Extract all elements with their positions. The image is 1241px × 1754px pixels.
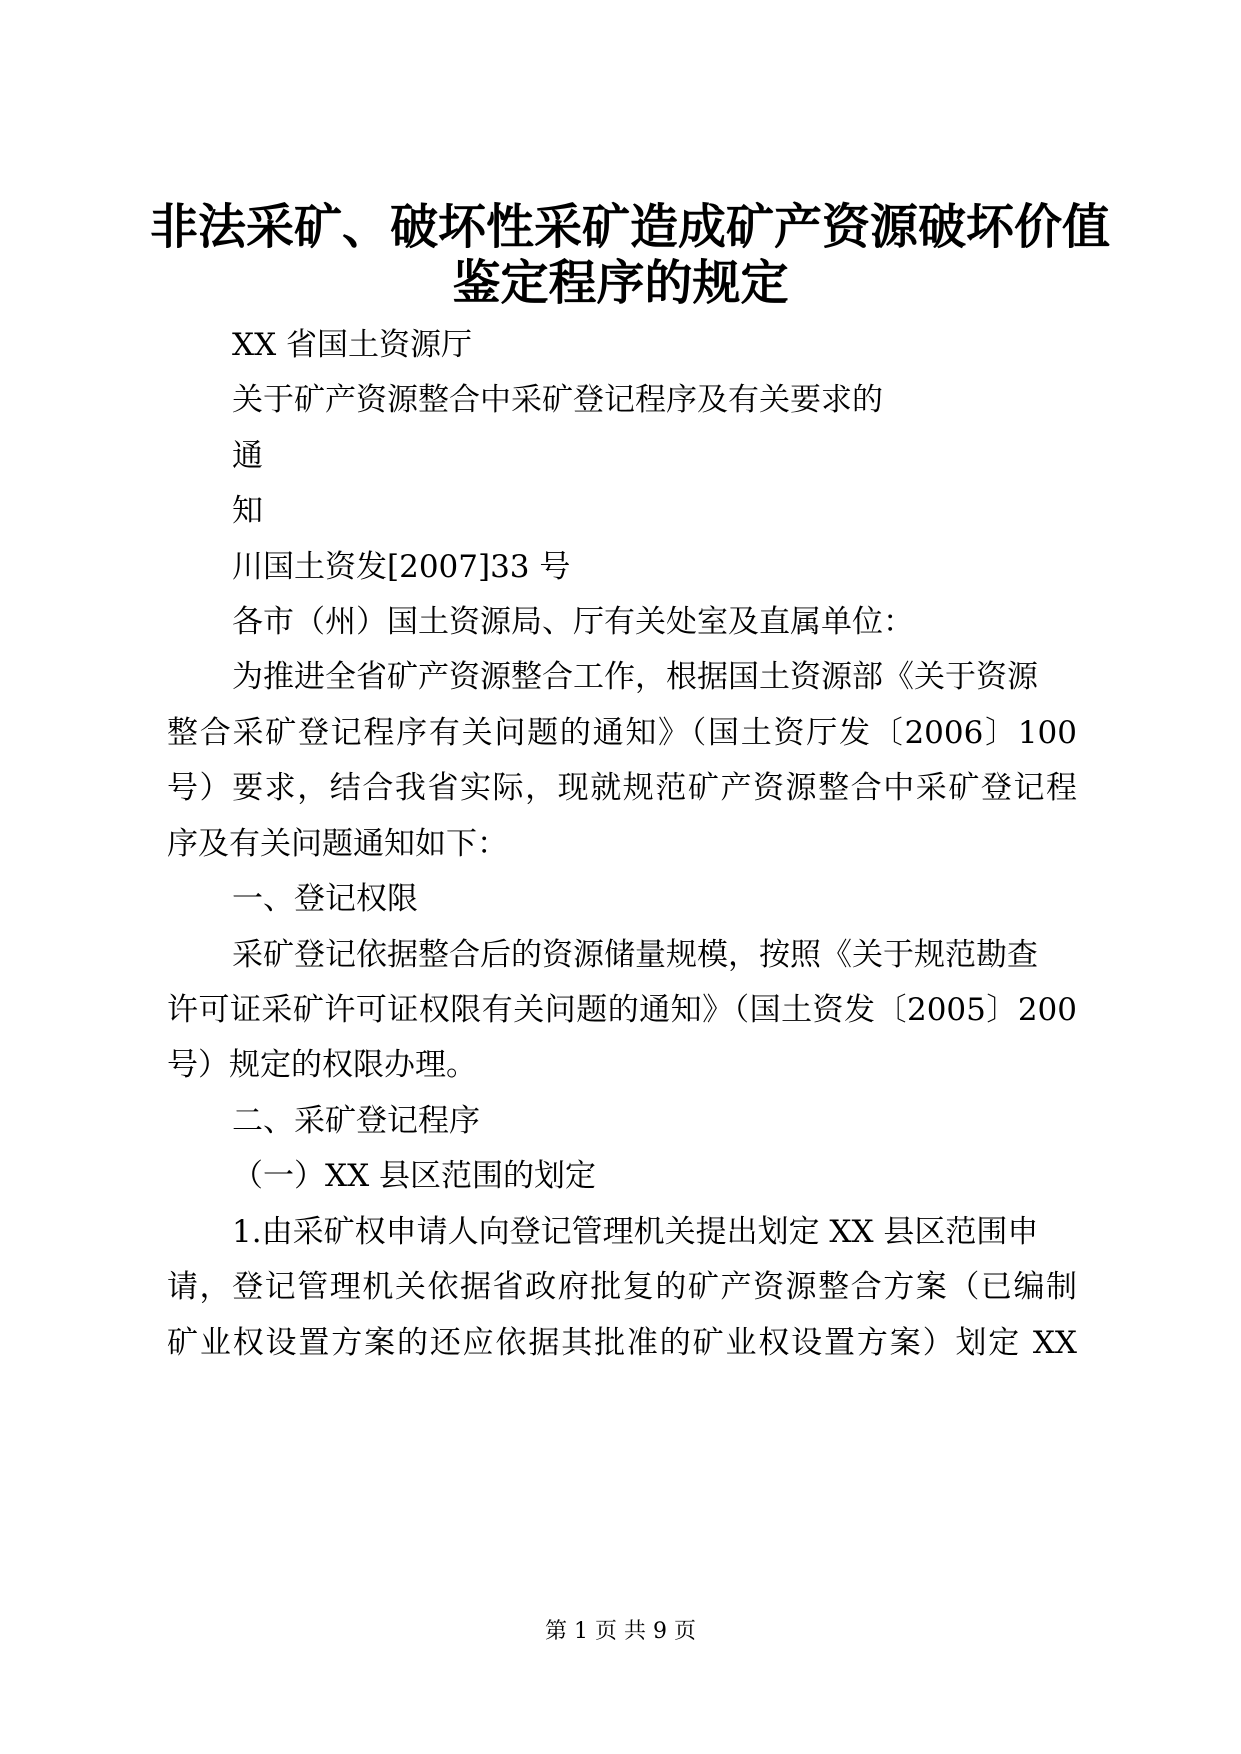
document-number: 川国土资发[2007]33 号 [232, 549, 571, 585]
paragraph-line: 为推进全省矿产资源整合工作，根据国土资源部《关于资源 [232, 659, 1038, 695]
document-title-line-2: 鉴定程序的规定 [452, 255, 789, 311]
notice-subject: 关于矿产资源整合中采矿登记程序及有关要求的 [232, 382, 883, 418]
paragraph-line: 矿业权设置方案的还应依据其批准的矿业权设置方案）划定 XX [167, 1325, 1077, 1361]
page-number-footer: 第 1 页 共 9 页 [545, 1619, 696, 1644]
section-heading: 一、登记权限 [232, 881, 418, 917]
recipients-line: 各市（州）国土资源局、厅有关处室及直属单位： [232, 604, 914, 640]
paragraph-line: 1.由采矿权申请人向登记管理机关提出划定 XX 县区范围申 [232, 1214, 1039, 1250]
paragraph-line: 号）要求，结合我省实际，现就规范矿产资源整合中采矿登记程 [167, 770, 1077, 806]
paragraph-line: 请，登记管理机关依据省政府批复的矿产资源整合方案（已编制 [167, 1269, 1077, 1305]
notice-heading-char-1: 通 [232, 438, 263, 474]
issuing-authority: XX 省国土资源厅 [232, 327, 472, 363]
paragraph-line: 许可证采矿许可证权限有关问题的通知》（国土资发〔2005〕200 [167, 992, 1077, 1028]
paragraph-line: 序及有关问题通知如下： [167, 826, 508, 862]
notice-heading-char-2: 知 [232, 493, 263, 529]
paragraph-line: 号）规定的权限办理。 [167, 1047, 477, 1083]
subsection-heading: （一）XX 县区范围的划定 [232, 1158, 596, 1194]
section-heading: 二、采矿登记程序 [232, 1103, 480, 1139]
document-title-line-1: 非法采矿、破坏性采矿造成矿产资源破坏价值 [150, 199, 1111, 255]
paragraph-line: 整合采矿登记程序有关问题的通知》（国土资厅发〔2006〕100 [167, 715, 1077, 751]
paragraph-line: 采矿登记依据整合后的资源储量规模，按照《关于规范勘查 [232, 937, 1038, 973]
